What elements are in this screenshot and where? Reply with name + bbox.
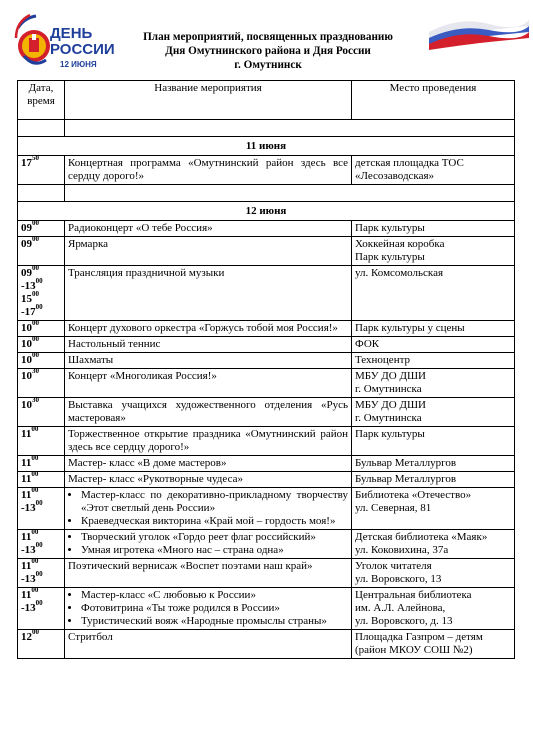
- place-line: Техноцентр: [355, 354, 411, 366]
- spacer-cell: [18, 120, 65, 137]
- time-hours: -13: [21, 602, 36, 614]
- place-cell: [352, 221, 515, 237]
- event-text: Настольный теннис: [68, 338, 161, 350]
- table-row: [18, 398, 515, 427]
- time-line: [21, 351, 61, 367]
- spacer-cell: [65, 185, 515, 202]
- table-row: [18, 266, 515, 321]
- time-hours: -17: [21, 306, 36, 318]
- event-item: • Фотовитрина «Ты тоже родился в России»: [81, 602, 348, 615]
- event-cell: [65, 237, 352, 266]
- title-line-2: Дня Омутнинского района и Дня России: [165, 45, 371, 57]
- time-hours: -13: [21, 280, 36, 292]
- logo-line2: РОССИИ: [50, 41, 115, 58]
- place-line: ФОК: [355, 338, 380, 350]
- header-event: Название мероприятия: [65, 81, 352, 120]
- event-text: Концерт духового оркестра «Горжусь тобой моя Россия!»: [68, 322, 338, 334]
- event-cell: [65, 456, 352, 472]
- place-line: Парк культуры: [355, 251, 425, 263]
- time-line: [21, 570, 61, 586]
- place-cell: [352, 321, 515, 337]
- time-line: [21, 499, 61, 515]
- event-cell: [65, 488, 352, 530]
- event-item: • Мастер-класс «С любовью к России»: [81, 589, 348, 602]
- event-cell: [65, 630, 352, 659]
- place-cell: [352, 559, 515, 588]
- place-line: ул. Воровского, 13: [355, 573, 442, 585]
- time-minutes: 00: [31, 528, 39, 536]
- event-text: Поэтический вернисаж «Воспет поэтами наш край»: [68, 560, 313, 572]
- section-row: [18, 202, 515, 221]
- time-hours: -13: [21, 502, 36, 514]
- time-hours: 11: [21, 473, 32, 485]
- table-row: [18, 221, 515, 237]
- table-row: [18, 488, 515, 530]
- time-minutes: 00: [32, 219, 39, 227]
- event-cell: [65, 266, 352, 321]
- time-minutes: 00: [32, 335, 39, 343]
- time-hours: 09: [21, 267, 32, 279]
- time-line: [21, 454, 61, 470]
- time-minutes: 00: [31, 470, 39, 478]
- spacer-row: [18, 120, 515, 137]
- time-cell: [18, 530, 65, 559]
- place-line: ул. Северная, 81: [355, 502, 432, 514]
- place-cell: [352, 398, 515, 427]
- table-row: [18, 369, 515, 398]
- place-cell: [352, 237, 515, 266]
- place-line: Площадка Газпром – детям: [355, 631, 483, 643]
- place-cell: [352, 156, 515, 185]
- place-cell: [352, 530, 515, 559]
- time-hours: 09: [21, 238, 32, 250]
- time-line: [21, 154, 61, 170]
- event-cell: [65, 156, 352, 185]
- time-minutes: 00: [32, 264, 39, 272]
- time-cell: [18, 266, 65, 321]
- place-line: ул. Воровского, д. 13: [355, 615, 453, 627]
- event-text: Ярмарка: [68, 238, 108, 250]
- event-list: [68, 531, 348, 557]
- event-cell: [65, 530, 352, 559]
- event-item: • Творческий уголок «Гордо реет флаг российский»: [81, 531, 348, 544]
- time-line: [21, 335, 61, 351]
- time-cell: [18, 588, 65, 630]
- time-hours: 11: [21, 560, 32, 572]
- place-cell: [352, 266, 515, 321]
- time-cell: [18, 630, 65, 659]
- header-time: Дата, время: [18, 81, 65, 120]
- schedule-body: [18, 120, 515, 659]
- time-minutes: 00: [32, 319, 39, 327]
- event-text: Выставка учащихся художественного отделения «Русь мастеровая»: [68, 399, 348, 424]
- time-line: [21, 599, 61, 615]
- time-minutes: 00: [31, 454, 39, 462]
- time-line: [21, 470, 61, 486]
- time-hours: 11: [21, 489, 32, 501]
- table-row: [18, 630, 515, 659]
- time-cell: [18, 237, 65, 266]
- time-minutes: 00: [31, 586, 39, 594]
- section-label: 12 июня: [18, 202, 515, 221]
- time-minutes: 00: [35, 541, 43, 549]
- place-cell: [352, 337, 515, 353]
- table-row: [18, 353, 515, 369]
- header-place: Место проведения: [352, 81, 515, 120]
- time-hours: 09: [21, 222, 32, 234]
- table-row: [18, 559, 515, 588]
- table-row: [18, 337, 515, 353]
- time-line: [21, 367, 61, 383]
- place-line: Библиотека «Отечество»: [355, 489, 472, 501]
- place-line: Парк культуры: [355, 222, 425, 234]
- place-line: Парк культуры у сцены: [355, 322, 465, 334]
- table-row: [18, 427, 515, 456]
- time-minutes: 00: [32, 290, 39, 298]
- section-row: [18, 137, 515, 156]
- event-list: [68, 489, 348, 528]
- table-header-row: [18, 81, 515, 120]
- time-cell: [18, 456, 65, 472]
- event-cell: [65, 221, 352, 237]
- time-minutes: 00: [35, 277, 43, 285]
- title-line-3: г. Омутнинск: [234, 59, 302, 71]
- time-cell: [18, 369, 65, 398]
- time-minutes: 00: [31, 486, 39, 494]
- flag-ribbon-graphic: [429, 14, 529, 52]
- table-row: [18, 321, 515, 337]
- time-cell: [18, 427, 65, 456]
- time-cell: [18, 488, 65, 530]
- spacer-cell: [18, 185, 65, 202]
- place-cell: [352, 427, 515, 456]
- place-line: Хоккейная коробка: [355, 238, 445, 250]
- place-cell: [352, 369, 515, 398]
- place-line: г. Омутнинска: [355, 412, 422, 424]
- time-minutes: 00: [32, 628, 39, 636]
- event-text: Концерт «Многоликая Россия!»: [68, 370, 217, 382]
- schedule-table: [17, 80, 515, 659]
- time-hours: 10: [21, 338, 32, 350]
- event-cell: [65, 321, 352, 337]
- place-cell: [352, 488, 515, 530]
- time-line: [21, 219, 61, 235]
- time-line: [21, 396, 61, 412]
- event-cell: [65, 472, 352, 488]
- time-hours: 10: [21, 399, 32, 411]
- event-cell: [65, 353, 352, 369]
- time-minutes: 50: [32, 154, 39, 162]
- place-cell: [352, 456, 515, 472]
- time-line: [21, 277, 61, 293]
- event-text: Концертная программа «Омутнинский район здесь все сердцу дорого!»: [68, 157, 348, 182]
- time-line: [21, 319, 61, 335]
- place-line: ул. Комсомольская: [355, 267, 444, 279]
- time-minutes: 00: [35, 599, 43, 607]
- time-minutes: 00: [31, 557, 39, 565]
- time-minutes: 00: [31, 425, 39, 433]
- event-cell: [65, 588, 352, 630]
- event-text: Радиоконцерт «О тебе Россия»: [68, 222, 213, 234]
- time-hours: 11: [21, 531, 32, 543]
- time-minutes: 30: [32, 396, 39, 404]
- event-text: Мастер- класс «Рукотворные чудеса»: [68, 473, 243, 485]
- table-row: [18, 472, 515, 488]
- time-cell: [18, 156, 65, 185]
- place-line: г. Омутнинска: [355, 383, 422, 395]
- place-line: Детская библиотека «Маяк»: [355, 531, 488, 543]
- time-hours: 11: [21, 589, 32, 601]
- place-line: Уголок читателя: [355, 560, 432, 572]
- event-text: Мастер- класс «В доме мастеров»: [68, 457, 227, 469]
- time-minutes: 00: [35, 570, 43, 578]
- place-line: Парк культуры: [355, 428, 425, 440]
- time-hours: 10: [21, 322, 32, 334]
- event-text: Торжественное открытие праздника «Омутнинский район здесь все сердцу дорого!»: [68, 428, 348, 453]
- place-cell: [352, 588, 515, 630]
- time-minutes: 00: [35, 303, 43, 311]
- time-cell: [18, 398, 65, 427]
- time-minutes: 30: [32, 367, 39, 375]
- event-item: • Туристический вояж «Народные промыслы страны»: [81, 615, 348, 628]
- logo-line3: 12 ИЮНЯ: [60, 60, 97, 69]
- table-row: [18, 456, 515, 472]
- time-hours: 15: [21, 293, 32, 305]
- place-line: им. А.Л. Алейнова,: [355, 602, 446, 614]
- time-line: [21, 628, 61, 644]
- time-cell: [18, 472, 65, 488]
- time-line: [21, 303, 61, 319]
- place-cell: [352, 630, 515, 659]
- time-hours: 12: [21, 631, 32, 643]
- event-text: Шахматы: [68, 354, 114, 366]
- time-line: [21, 541, 61, 557]
- place-line: детская площадка ТОС «Лесозаводская»: [355, 157, 464, 182]
- page-title: [118, 30, 418, 72]
- event-cell: [65, 398, 352, 427]
- event-cell: [65, 559, 352, 588]
- spacer-cell: [65, 120, 515, 137]
- event-list: [68, 589, 348, 628]
- time-hours: -13: [21, 544, 36, 556]
- section-label: 11 июня: [18, 137, 515, 156]
- page-header: [0, 0, 533, 80]
- time-hours: 10: [21, 354, 32, 366]
- place-line: МБУ ДО ДШИ: [355, 370, 426, 382]
- table-row: [18, 156, 515, 185]
- event-cell: [65, 337, 352, 353]
- place-line: ул. Коковихина, 37а: [355, 544, 449, 556]
- place-line: МБУ ДО ДШИ: [355, 399, 426, 411]
- time-hours: -13: [21, 573, 36, 585]
- time-cell: [18, 321, 65, 337]
- table-row: [18, 237, 515, 266]
- time-cell: [18, 353, 65, 369]
- time-cell: [18, 559, 65, 588]
- place-line: Бульвар Металлургов: [355, 473, 457, 485]
- event-text: Стритбол: [68, 631, 113, 643]
- event-cell: [65, 427, 352, 456]
- time-minutes: 00: [32, 351, 39, 359]
- table-row: [18, 588, 515, 630]
- event-item: • Краеведческая викторина «Край мой – гордость моя!»: [81, 515, 348, 528]
- time-hours: 11: [21, 457, 32, 469]
- place-cell: [352, 472, 515, 488]
- time-minutes: 00: [32, 235, 39, 243]
- place-line: Бульвар Металлургов: [355, 457, 457, 469]
- time-minutes: 00: [35, 499, 43, 507]
- place-line: (район МКОУ СОШ №2): [355, 644, 473, 656]
- time-hours: 11: [21, 428, 32, 440]
- time-line: [21, 235, 61, 251]
- place-line: Центральная библиотека: [355, 589, 472, 601]
- den-rossii-logo: [14, 12, 126, 82]
- table-row: [18, 530, 515, 559]
- event-item: • Мастер-класс по декоративно-прикладному творчеству «Этот светлый день России»: [81, 489, 348, 515]
- time-hours: 17: [21, 157, 32, 169]
- event-text: Трансляция праздничной музыки: [68, 267, 225, 279]
- place-cell: [352, 353, 515, 369]
- time-cell: [18, 221, 65, 237]
- time-cell: [18, 337, 65, 353]
- spacer-row: [18, 185, 515, 202]
- time-hours: 10: [21, 370, 32, 382]
- title-line-1: План мероприятий, посвященных празднованию: [143, 31, 393, 43]
- event-item: • Умная игротека «Много нас – страна одна»: [81, 544, 348, 557]
- logo-line1: ДЕНЬ: [50, 25, 93, 42]
- event-cell: [65, 369, 352, 398]
- time-line: [21, 425, 61, 441]
